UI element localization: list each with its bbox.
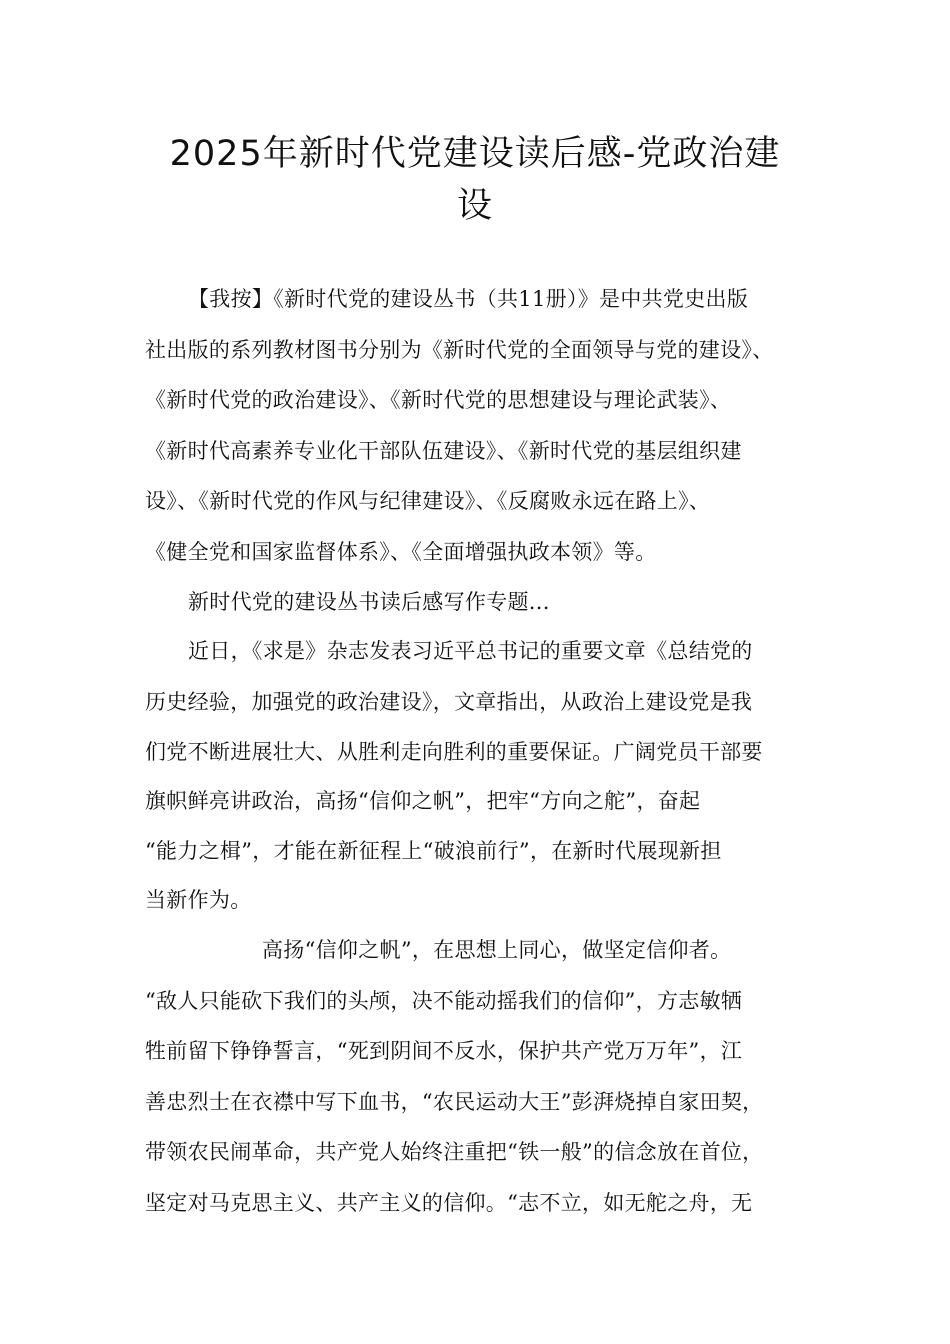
title-line: 设 bbox=[456, 186, 493, 226]
body-line: 旗帜鲜亮讲政治，高扬“信仰之帆”，把牢“方向之舵”，奋起 bbox=[145, 789, 701, 813]
body-line: 【我按】《新时代党的建设丛书（共11册）》是中共党史出版 bbox=[188, 287, 749, 311]
body-line: 坚定对马克思主义、共产主义的信仰。“志不立，如无舵之舟，无 bbox=[145, 1191, 753, 1215]
body-line: 新时代党的建设丛书读后感写作专题... bbox=[188, 590, 550, 614]
body-line: 社出版的系列教材图书分别为《新时代党的全面领导与党的建设》、 bbox=[145, 338, 774, 362]
body-line: 《健全党和国家监督体系》、《全面增强执政本领》等。 bbox=[145, 540, 657, 564]
body-line: 当新作为。 bbox=[145, 888, 252, 912]
body-line: 们党不断进展壮大、从胜利走向胜利的重要保证。广阔党员干部要 bbox=[145, 740, 763, 764]
body-line: 近日，《求是》杂志发表习近平总书记的重要文章《总结党的 bbox=[188, 639, 753, 663]
body-line: 《新时代高素养专业化干部队伍建设》、《新时代党的基层组织建 bbox=[145, 439, 742, 463]
body-line: 《新时代党的政治建设》、《新时代党的思想建设与理论武装》、 bbox=[145, 388, 732, 412]
body-line: “敌人只能砍下我们的头颅，决不能动摇我们的信仰”，方志敏牺 bbox=[145, 989, 743, 1013]
body-line: 善忠烈士在衣襟中写下血书，“农民运动大王”彭湃烧掉自家田契， bbox=[145, 1090, 764, 1114]
body-line: “能力之楫”，才能在新征程上“破浪前行”，在新时代展现新担 bbox=[145, 839, 722, 863]
title-line: 2025年新时代党建设读后感-党政治建 bbox=[169, 134, 781, 174]
body-line: 设》、《新时代党的作风与纪律建设》、《反腐败永远在路上》、 bbox=[145, 489, 711, 513]
body-line: 牲前留下铮铮誓言，“死到阴间不反水，保护共产党万万年”，江 bbox=[145, 1039, 743, 1063]
body-line: 带领农民闹革命，共产党人始终注重把“铁一般”的信念放在首位， bbox=[145, 1140, 764, 1164]
body-line: 高扬“信仰之帆”，在思想上同心，做坚定信仰者。 bbox=[262, 938, 732, 962]
document-title bbox=[140, 128, 810, 232]
body-line: 历史经验，加强党的政治建设》，文章指出，从政治上建设党是我 bbox=[145, 690, 753, 714]
